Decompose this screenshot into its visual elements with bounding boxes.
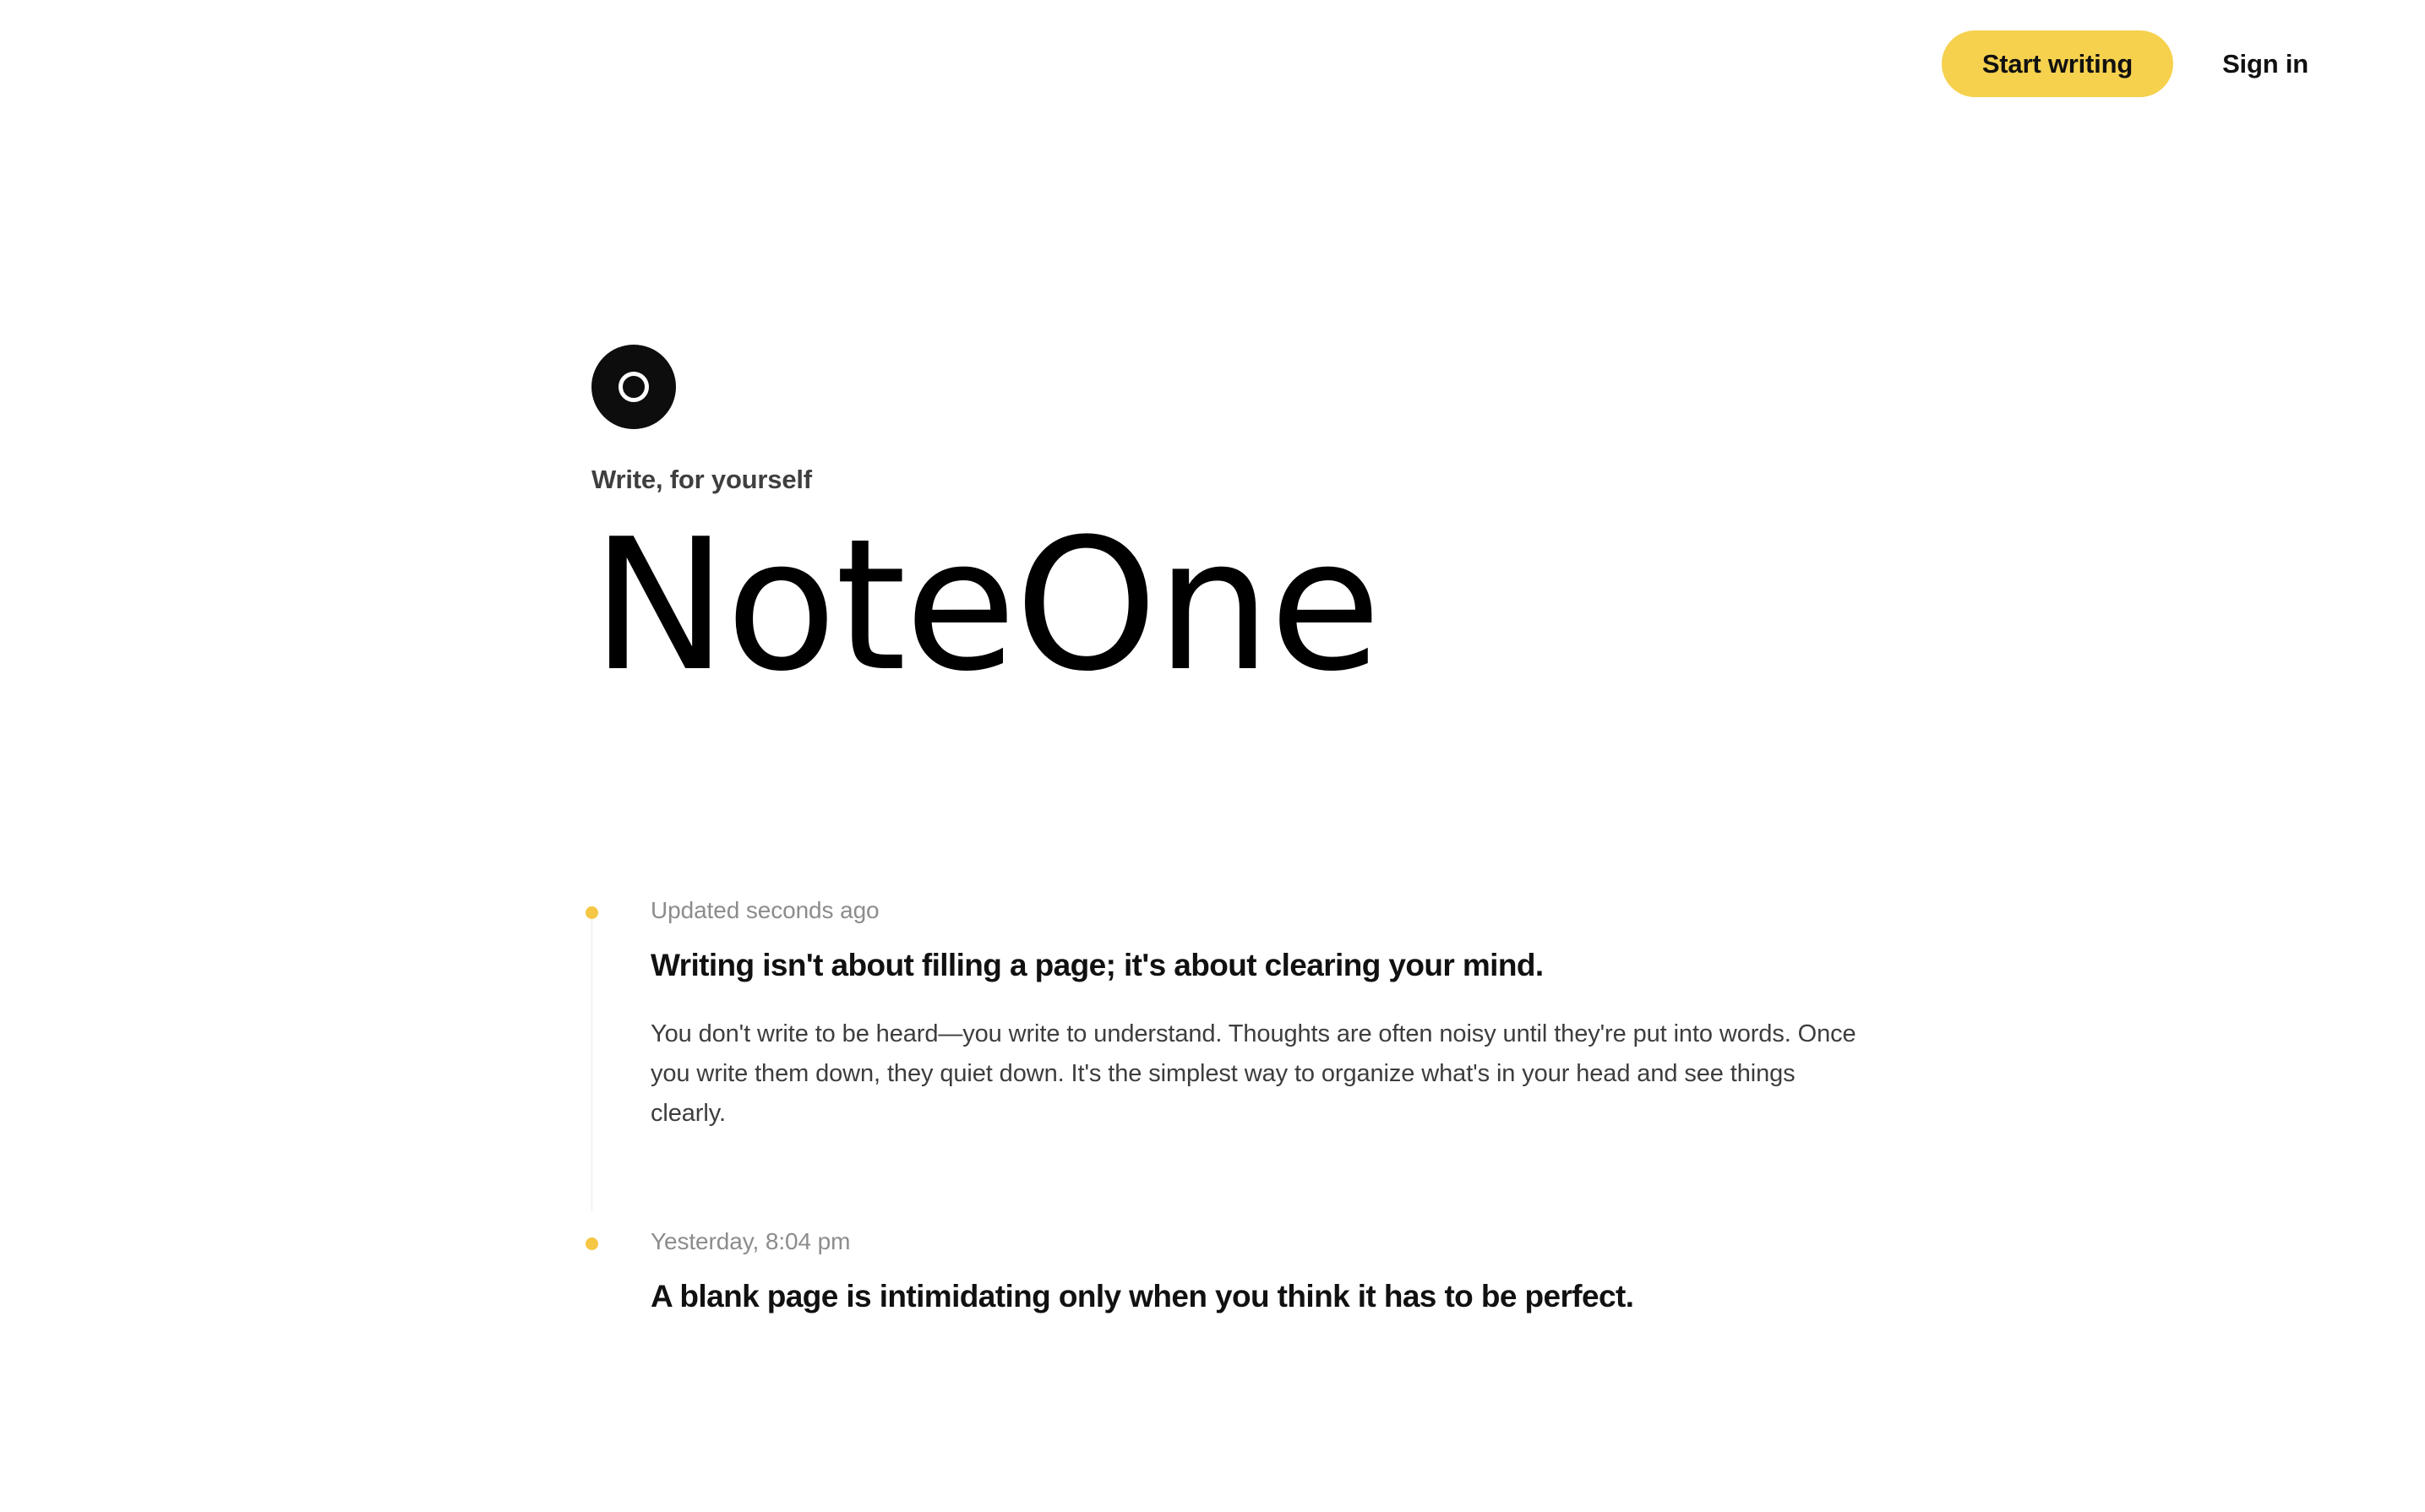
circle-mark-inner-ring	[619, 372, 649, 402]
note-timestamp: Updated seconds ago	[651, 897, 880, 923]
timeline-dot-icon	[586, 1237, 598, 1250]
note-title[interactable]: A blank page is intimidating only when you think it has to be perfect.	[651, 1278, 1634, 1313]
start-writing-button[interactable]: Start writing	[1942, 30, 2173, 97]
note-title[interactable]: Writing isn't about filling a page; it's about clearing your mind.	[651, 948, 1544, 983]
hero-tagline: Write, for yourself	[591, 465, 812, 494]
timeline-rail	[591, 914, 592, 1211]
timeline-dot-icon	[586, 906, 598, 919]
list-item[interactable]	[591, 1226, 2112, 1410]
circle-mark-icon	[591, 345, 676, 429]
list-item[interactable]	[591, 895, 2112, 1226]
sign-in-button[interactable]: Sign in	[2207, 42, 2324, 85]
note-body: You don't write to be heard—you write to understand. Thoughts are often noisy until they're put into words. Once you write them down, they quiet down. It's the simplest way to organize what's in your head and see things clearly.	[651, 1020, 1856, 1127]
notes-feed	[591, 895, 2112, 1409]
page-title: NoteOne	[591, 499, 1380, 711]
top-nav	[0, 0, 2425, 127]
hero-section	[591, 345, 1774, 711]
note-timestamp: Yesterday, 8:04 pm	[651, 1227, 851, 1254]
